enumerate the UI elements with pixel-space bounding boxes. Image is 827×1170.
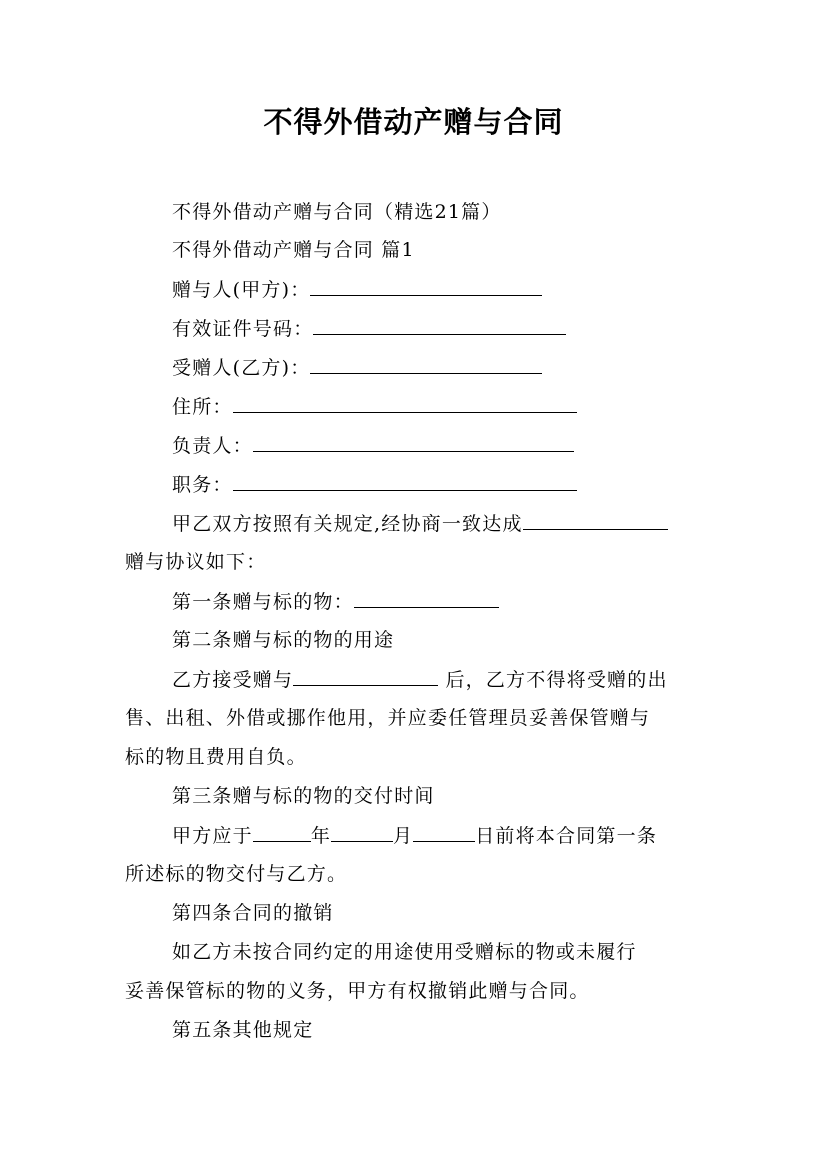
id-number-field — [172, 316, 566, 341]
address-field — [172, 394, 577, 419]
article-2-line-2: 售、出租、外借或挪作他用，并应委任管理员妥善保管赠与 — [125, 707, 651, 729]
person-in-charge-label: 负责人： — [172, 435, 253, 457]
article-2-text-b: 后，乙方不得将受赠的出 — [445, 669, 668, 691]
article-1-text: 第一条赠与标的物： — [172, 591, 354, 613]
intro-blank — [523, 511, 668, 530]
address-label: 住所： — [172, 396, 233, 418]
article-2-line-1 — [172, 667, 668, 692]
position-blank — [233, 472, 577, 491]
month-label: 月 — [393, 825, 414, 847]
article-3-text-b: 日前将本合同第一条 — [475, 825, 658, 847]
article-4-line-2: 妥善保管标的物的义务，甲方有权撤销此赠与合同。 — [125, 980, 590, 1002]
position-label: 职务： — [172, 474, 233, 496]
position-field — [172, 472, 577, 497]
intro-line-1 — [172, 511, 668, 536]
article-2-blank — [293, 667, 438, 686]
person-in-charge-field — [172, 433, 574, 458]
article-3-line-1 — [172, 823, 657, 848]
subtitle: 不得外借动产赠与合同（精选21篇） — [172, 201, 502, 223]
intro-line-2: 赠与协议如下： — [125, 551, 267, 573]
intro-text: 甲乙双方按照有关规定,经协商一致达成 — [172, 513, 523, 535]
year-label: 年 — [310, 825, 332, 847]
article-3-line-2: 所述标的物交付与乙方。 — [125, 863, 348, 885]
section-heading: 不得外借动产赠与合同 篇1 — [172, 239, 415, 261]
donee-label: 受赠人(乙方)： — [172, 357, 311, 379]
id-number-blank — [313, 316, 566, 335]
person-in-charge-blank — [253, 433, 574, 452]
donor-field — [172, 277, 542, 302]
article-1 — [172, 589, 499, 614]
donee-blank — [310, 355, 542, 374]
donor-label: 赠与人(甲方)： — [172, 279, 311, 301]
donee-field — [172, 355, 542, 380]
article-2-text-a: 乙方接受赠与 — [172, 669, 294, 691]
article-3-title: 第三条赠与标的物的交付时间 — [172, 785, 435, 807]
article-3-text-a: 甲方应于 — [172, 825, 253, 847]
article-2-line-3: 标的物且费用自负。 — [125, 746, 307, 768]
donor-blank — [310, 277, 542, 296]
year-blank — [253, 823, 311, 842]
month-blank — [331, 823, 393, 842]
document-title: 不得外借动产赠与合同 — [263, 105, 564, 139]
article-4-line-1: 如乙方未按合同约定的用途使用受赠标的物或未履行 — [172, 941, 637, 963]
address-blank — [233, 394, 577, 413]
article-4-title: 第四条合同的撤销 — [172, 902, 334, 924]
article-5-title: 第五条其他规定 — [172, 1019, 314, 1041]
day-blank — [413, 823, 475, 842]
article-2-title: 第二条赠与标的物的用途 — [172, 629, 395, 651]
article-1-blank — [354, 589, 499, 608]
id-number-label: 有效证件号码： — [172, 318, 314, 340]
